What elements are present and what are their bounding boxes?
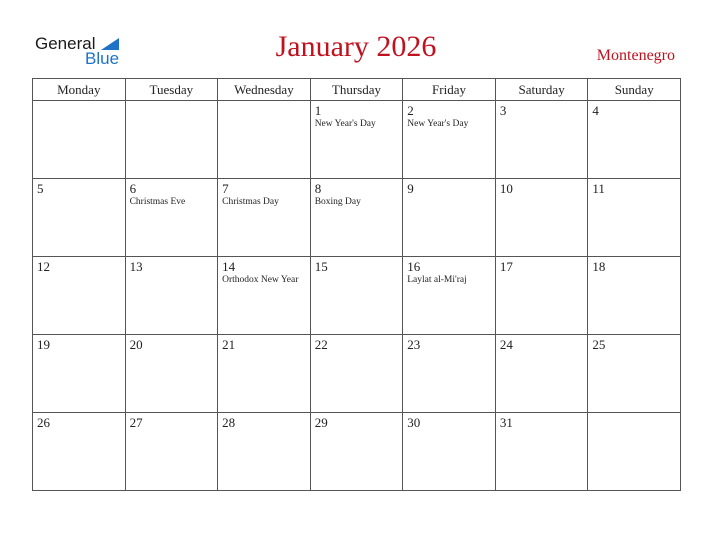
- day-cell: [33, 413, 126, 491]
- day-cell: [495, 257, 588, 335]
- day-cell: [125, 257, 218, 335]
- day-number: 7: [222, 181, 229, 196]
- day-cell: [33, 335, 126, 413]
- day-cell: [403, 179, 496, 257]
- holiday-label: Orthodox New Year: [222, 275, 299, 285]
- day-number: 25: [592, 337, 606, 352]
- day-number: 22: [314, 337, 328, 352]
- calendar-grid: [32, 78, 681, 491]
- week-row: [33, 335, 681, 413]
- day-number: 15: [314, 259, 328, 274]
- day-cell: [33, 257, 126, 335]
- day-number: 26: [37, 415, 50, 430]
- weekday-header: Monday: [33, 79, 126, 101]
- day-number: 8: [314, 181, 322, 196]
- day-cell: [218, 257, 311, 335]
- day-cell: [33, 101, 126, 179]
- day-cell: [310, 101, 403, 179]
- holiday-label: Christmas Day: [222, 197, 279, 207]
- day-number: 9: [407, 181, 414, 196]
- day-cell: [310, 179, 403, 257]
- day-number: 14: [222, 259, 236, 274]
- day-cell: [125, 335, 218, 413]
- day-cell: [218, 335, 311, 413]
- day-cell: [403, 257, 496, 335]
- day-cell: [125, 101, 218, 179]
- day-cell: [218, 179, 311, 257]
- logo-text-general: General: [35, 34, 96, 53]
- week-row: [33, 257, 681, 335]
- weekday-header: Saturday: [495, 79, 588, 101]
- holiday-label: Christmas Eve: [129, 197, 186, 207]
- day-number: 1: [314, 103, 322, 118]
- weekday-header: Friday: [403, 79, 496, 101]
- day-number: 23: [407, 337, 421, 352]
- weekday-header: Sunday: [588, 79, 681, 101]
- week-row: [33, 101, 681, 179]
- day-cell: [588, 179, 681, 257]
- day-number: 16: [407, 259, 421, 274]
- day-number: 12: [37, 259, 50, 274]
- holiday-label: Laylat al-Mi'raj: [407, 275, 467, 285]
- weekday-header: Wednesday: [218, 79, 311, 101]
- day-cell: [33, 179, 126, 257]
- day-cell: [495, 413, 588, 491]
- day-cell: [495, 101, 588, 179]
- day-number: 13: [129, 259, 143, 274]
- day-cell: [310, 413, 403, 491]
- day-cell: [495, 335, 588, 413]
- week-row: [33, 179, 681, 257]
- day-cell: [403, 335, 496, 413]
- calendar-title: January 2026: [275, 30, 437, 63]
- weekday-header-row: [33, 79, 681, 101]
- day-cell: [588, 335, 681, 413]
- day-cell: [588, 413, 681, 491]
- logo-text-blue: Blue: [85, 49, 120, 68]
- day-cell: [403, 101, 496, 179]
- day-number: 11: [592, 181, 605, 196]
- country-name: Montenegro: [596, 47, 675, 64]
- week-row: [33, 413, 681, 491]
- holiday-label: Boxing Day: [314, 197, 361, 207]
- day-number: 29: [314, 415, 328, 430]
- day-number: 3: [499, 103, 507, 118]
- day-number: 31: [499, 415, 513, 430]
- day-cell: [218, 101, 311, 179]
- day-number: 17: [499, 259, 513, 274]
- day-number: 24: [499, 337, 513, 352]
- day-cell: [218, 413, 311, 491]
- day-number: 28: [222, 415, 236, 430]
- day-cell: [310, 257, 403, 335]
- day-cell: [588, 257, 681, 335]
- day-cell: [125, 179, 218, 257]
- day-number: 4: [592, 103, 599, 118]
- day-number: 19: [37, 337, 50, 352]
- weekday-header: Tuesday: [125, 79, 218, 101]
- day-number: 20: [129, 337, 143, 352]
- weekday-header: Thursday: [310, 79, 403, 101]
- day-number: 27: [129, 415, 143, 430]
- day-cell: [125, 413, 218, 491]
- day-cell: [495, 179, 588, 257]
- day-number: 10: [499, 181, 513, 196]
- day-number: 21: [222, 337, 236, 352]
- day-number: 2: [407, 103, 414, 118]
- day-cell: [310, 335, 403, 413]
- holiday-label: New Year's Day: [314, 119, 376, 129]
- day-number: 6: [129, 181, 137, 196]
- day-number: 18: [592, 259, 606, 274]
- day-cell: [588, 101, 681, 179]
- day-number: 30: [407, 415, 421, 430]
- day-number: 5: [37, 181, 44, 196]
- holiday-label: New Year's Day: [407, 119, 469, 129]
- day-cell: [403, 413, 496, 491]
